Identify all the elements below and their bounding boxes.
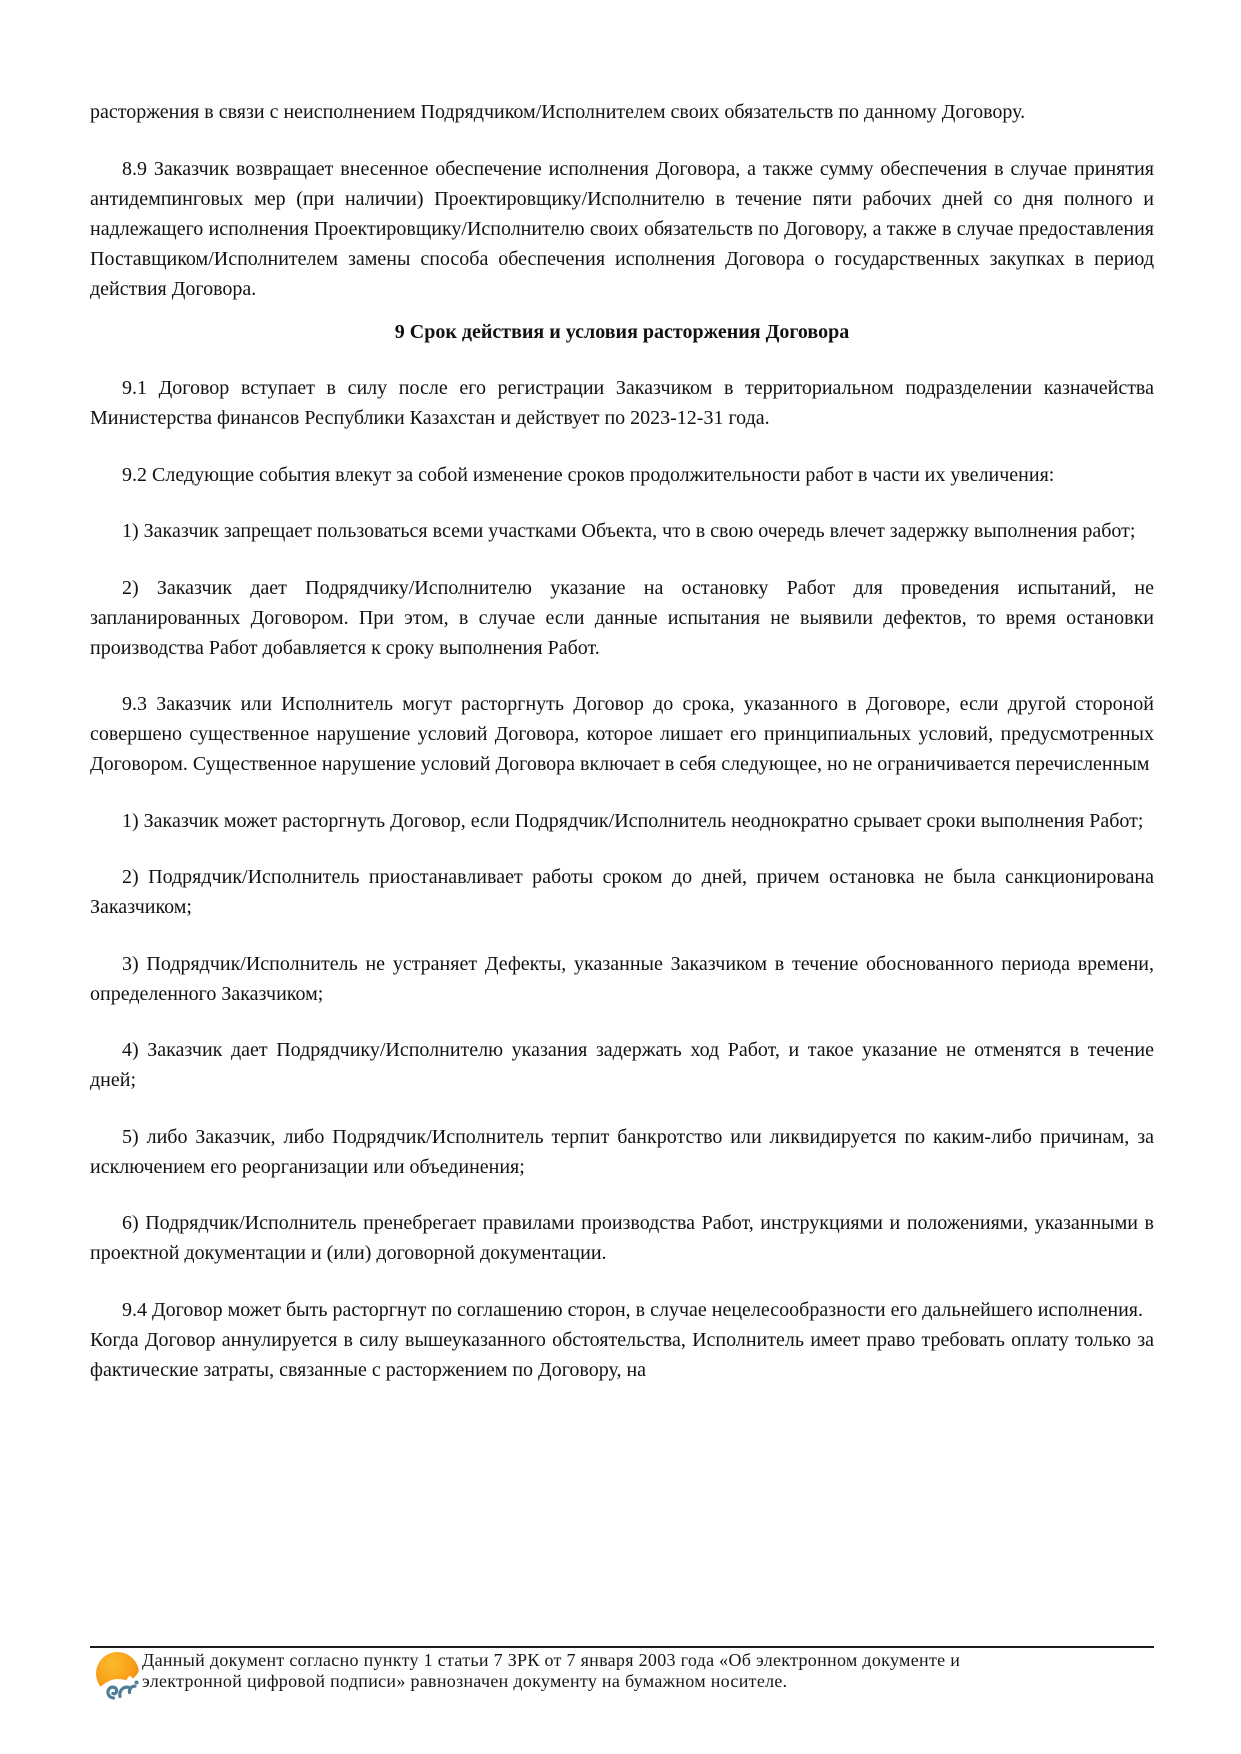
paragraph-intro-continuation: расторжения в связи с неисполнением Подрядчиком/Исполнителем своих обязательств по данному Договору.: [90, 101, 1026, 123]
section-9-heading: 9 Срок действия и условия расторжения Договора: [394, 320, 850, 343]
clause-9-3-item-2: 2) Подрядчик/Исполнитель приостанавливает работы сроком до дней, причем остановка не была санкционирована Заказчиком;: [90, 866, 1154, 918]
clause-9-2-item-1: 1) Заказчик запрещает пользоваться всеми участками Объекта, что в свою очередь влечет задержку выполнения работ;: [122, 520, 1136, 542]
clause-9-4-continuation: Когда Договор аннулируется в силу вышеуказанного обстоятельства, Исполнитель имеет право требовать оплату только за фактические затраты, связанные с расторжением по Договору, на: [90, 1328, 1154, 1381]
clause-9-3-item-3: 3) Подрядчик/Исполнитель не устраняет Дефекты, указанные Заказчиком в течение обоснованного периода времени, определенного Заказчиком;: [90, 952, 1154, 1005]
clause-9-4: 9.4 Договор может быть расторгнут по соглашению сторон, в случае нецелесообразности его дальнейшего исполнения.: [122, 1298, 1143, 1321]
esign-stamp-footer: [93, 1648, 1154, 1738]
clause-9-2-item-2: 2) Заказчик дает Подрядчику/Исполнителю указание на остановку Работ для проведения испытаний, не запланированных Договором. При этом, в случае если данные испытания не выявили дефектов, то время остановки производства Работ добавляется к сроку выполнения Работ.: [90, 576, 1154, 659]
clause-9-3-item-6: 6) Подрядчик/Исполнитель пренебрегает правилами производства Работ, инструкциями и положениями, указанными в проектной документации и (или) договорной документации.: [90, 1212, 1154, 1264]
contract-text-body: [90, 97, 1154, 1385]
clause-8-9: 8.9 Заказчик возвращает внесенное обеспечение исполнения Договора, а также сумму обеспечения в случае принятия антидемпинговых мер (при наличии) Проектировщику/Исполнителю в течение пяти рабочих дней со дня полного и надлежащего исполнения Проектировщику/Исполнителю своих обязательств по Договору, а также в случае предоставления Поставщиком/Исполнителем замены способа обеспечения исполнения Договора о государственных закупках в период действия Договора.: [90, 157, 1154, 300]
clause-9-3-item-5: 5) либо Заказчик, либо Подрядчик/Исполнитель терпит банкротство или ликвидируется по каким-либо причинам, за исключением его реорганизации или объединения;: [90, 1125, 1154, 1178]
clause-9-2: 9.2 Следующие события влекут за собой изменение сроков продолжительности работ в части их увеличения:: [122, 463, 1055, 486]
clause-9-3-item-4: 4) Заказчик дает Подрядчику/Исполнителю указания задержать ход Работ, и такое указание не отменятся в течение дней;: [90, 1039, 1154, 1091]
stamp-text: [142, 1650, 1122, 1692]
stamp-text-line2: электронной цифровой подписи» равнозначен документу на бумажном носителе.: [142, 1671, 788, 1691]
clause-9-1: 9.1 Договор вступает в силу после его регистрации Заказчиком в территориальном подразделении казначейства Министерства финансов Республики Казахстан и действует по 2023-12-31 года.: [90, 377, 1154, 429]
clause-9-3-item-1: 1) Заказчик может расторгнуть Договор, если Подрядчик/Исполнитель неоднократно срывает сроки выполнения Работ;: [122, 809, 1144, 832]
clause-9-3: 9.3 Заказчик или Исполнитель могут расторгнуть Договор до срока, указанного в Договоре, если другой стороной совершено существенное нарушение условий Договора, которое лишает его принципиальных условий, предусмотренных Договором. Существенное нарушение условий Договора включает в себя следующее, но не ограничивается перечисленным: [90, 693, 1154, 775]
stamp-text-line1: Данный документ согласно пункту 1 статьи 7 ЗРК от 7 января 2003 года «Об электронном документе и: [142, 1650, 961, 1670]
